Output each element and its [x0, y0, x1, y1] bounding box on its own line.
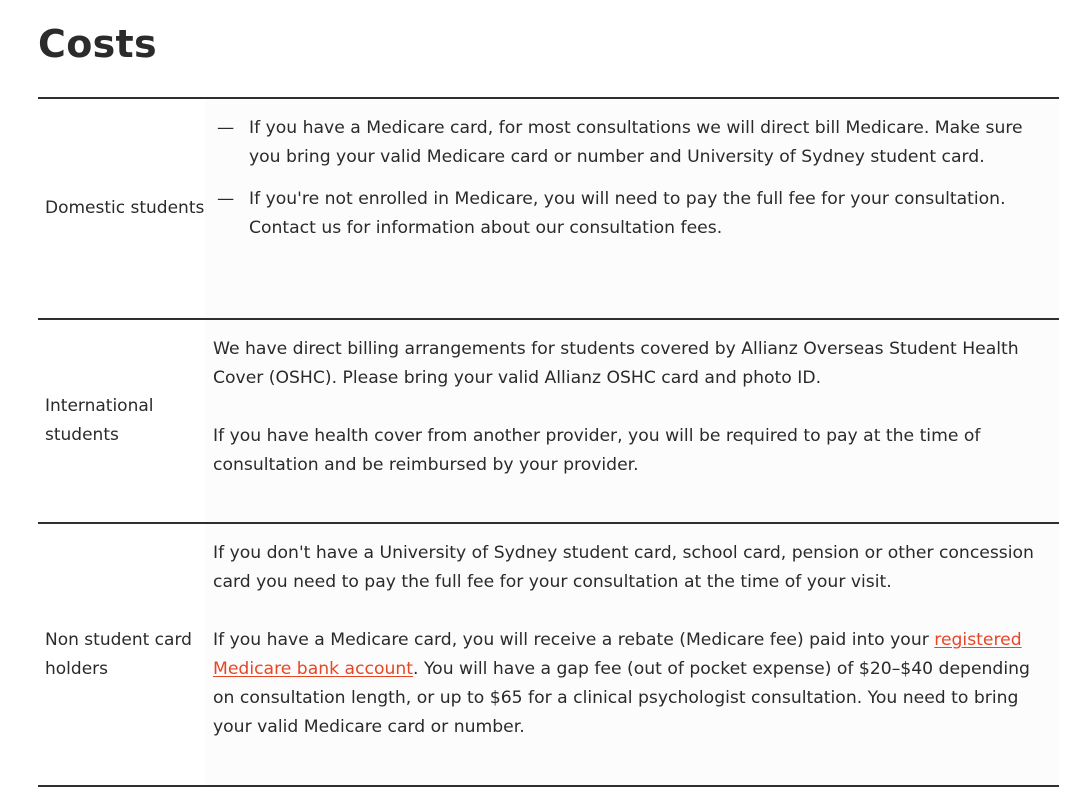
row-label-text: Domestic students — [45, 198, 205, 218]
list-item — [213, 114, 1051, 172]
list-item-text: If you're not enrolled in Medicare, you will need to pay the full fee for your consultation. Contact us for information about our consultation fees. — [249, 189, 1006, 238]
dash-bullet-icon: — — [217, 189, 235, 209]
costs-table — [38, 97, 1059, 787]
domestic-bullet-list — [213, 114, 1051, 243]
list-item-text: If you have a Medicare card, for most consultations we will direct bill Medicare. Make sure you bring your valid Medicare card or number and University of Sydney student card. — [249, 118, 1023, 167]
paragraph-text-before-link: If you have a Medicare card, you will receive a rebate (Medicare fee) paid into your — [213, 630, 935, 650]
dash-bullet-icon: — — [217, 118, 235, 138]
costs-row-nonstudent — [38, 522, 1059, 787]
row-content-domestic — [205, 99, 1059, 318]
costs-row-domestic — [38, 97, 1059, 318]
list-item — [213, 185, 1051, 243]
paragraph-allianz-oshc: We have direct billing arrangements for students covered by Allianz Overseas Student Health Cover (OSHC). Please bring your valid Allianz OSHC card and photo ID. — [213, 339, 1019, 388]
row-label-international — [38, 320, 205, 522]
paragraph-other-provider: If you have health cover from another provider, you will be required to pay at the time of consultation and be reimbursed by your provider. — [213, 426, 981, 475]
paragraph-medicare-rebate — [213, 626, 1051, 742]
paragraph-no-student-card: If you don't have a University of Sydney student card, school card, pension or other concession card you need to pay the full fee for your consultation at the time of your visit. — [213, 543, 1034, 592]
row-label-text: International students — [45, 396, 154, 445]
row-content-nonstudent — [205, 524, 1059, 785]
registered-medicare-bank-account-link[interactable]: registered Medicare bank account — [213, 630, 1022, 679]
page-title: Costs — [38, 22, 157, 66]
row-label-nonstudent — [38, 524, 205, 785]
row-content-international — [205, 320, 1059, 522]
paragraph-text-after-link: . You will have a gap fee (out of pocket expense) of $20–$40 depending on consultation length, or up to $65 for a clinical psychologist consultation. You need to bring your valid Medicare card or number. — [213, 659, 1030, 737]
row-label-text: Non student card holders — [45, 629, 192, 679]
costs-row-international — [38, 318, 1059, 522]
row-label-domestic — [38, 99, 205, 318]
